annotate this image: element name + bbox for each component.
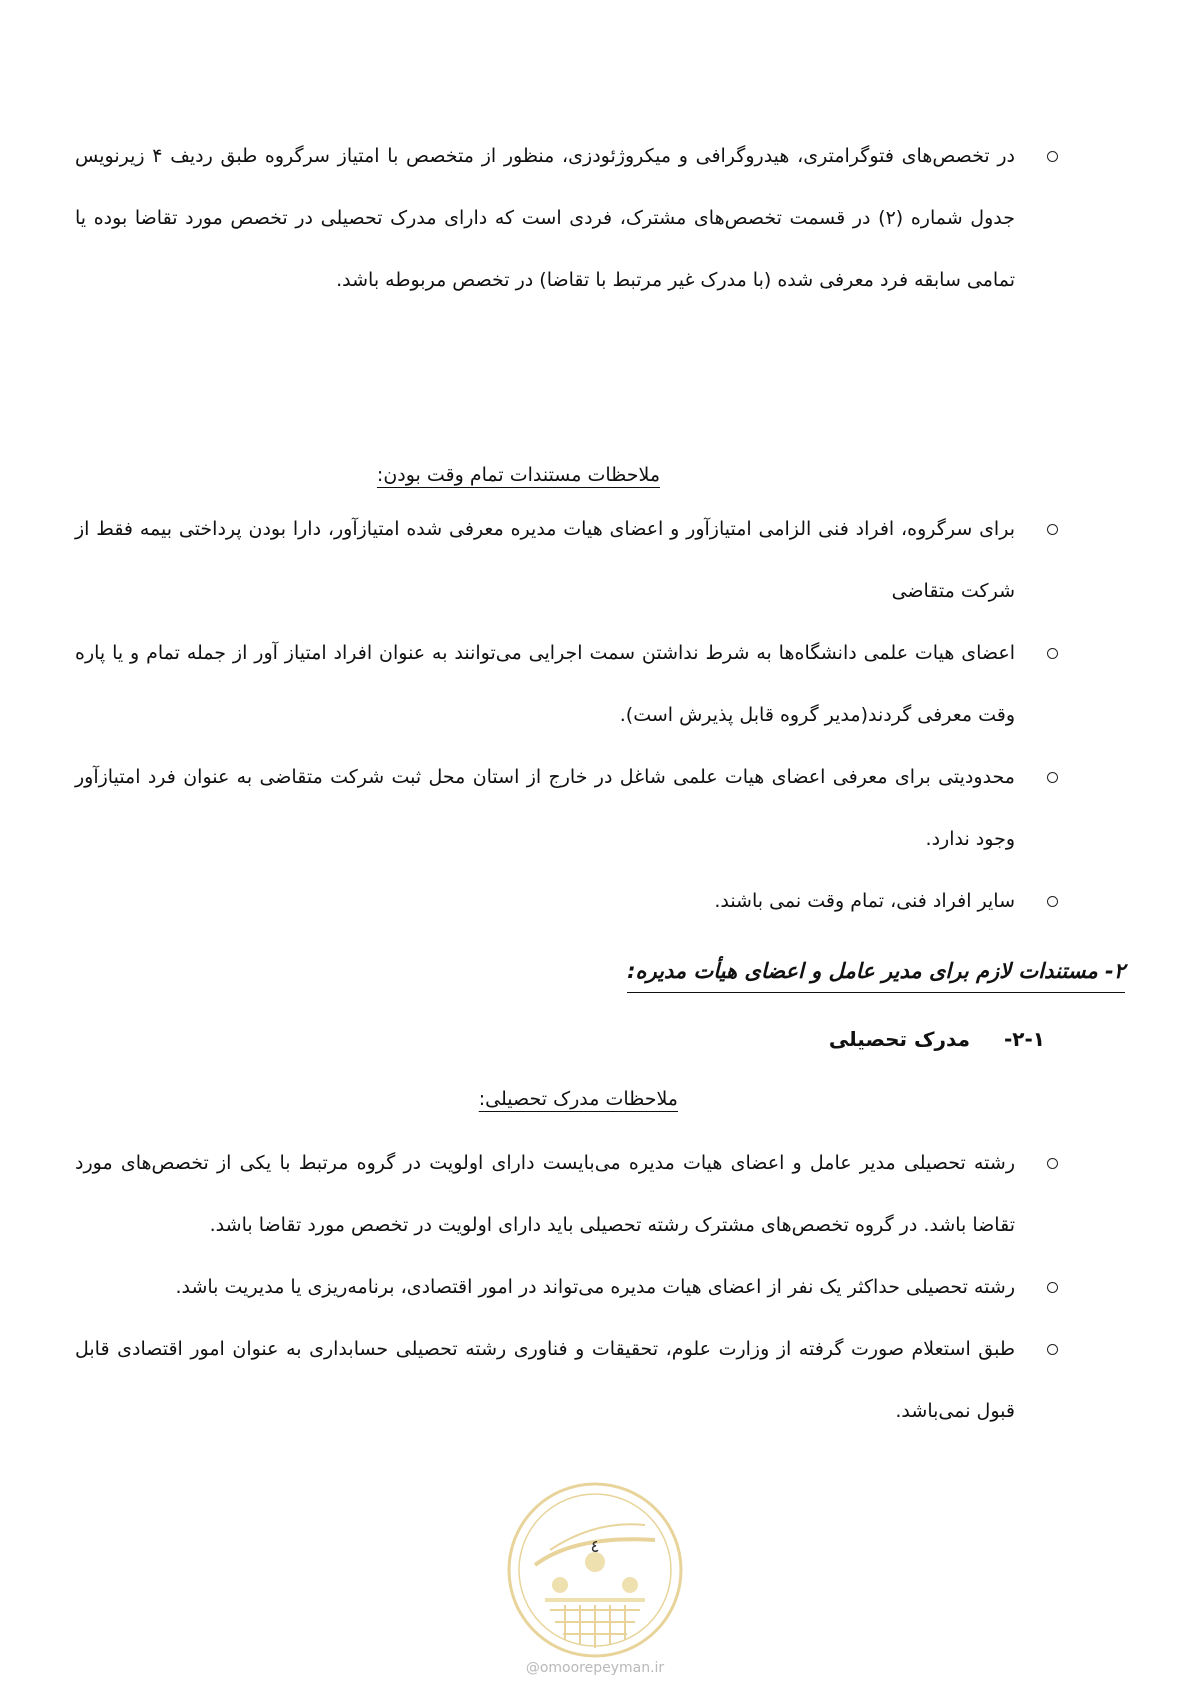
education-bullet-item	[75, 1256, 1060, 1318]
education-heading: ملاحظات مدرک تحصیلی:	[478, 1088, 678, 1110]
hollow-circle-bullet-icon	[1045, 622, 1060, 684]
hollow-circle-bullet-icon	[1045, 746, 1060, 808]
hollow-circle-bullet-icon	[1045, 1256, 1060, 1318]
hollow-circle-bullet-icon	[1045, 498, 1060, 560]
education-item-text: رشته تحصیلی مدیر عامل و اعضای هیات مدیره می‌بایست دارای اولویت در گروه مرتبط با یکی از تخصص‌های مورد تقاضا باشد. در گروه تخصص‌های مشترک رشته تحصیلی باید دارای اولویت در تخصص مورد تقاضا باشد.	[75, 1152, 1015, 1236]
education-bullet-item	[75, 1318, 1060, 1442]
fulltime-bullet-item	[75, 622, 1060, 746]
fulltime-item-text: محدودیتی برای معرفی اعضای هیات علمی شاغل در خارج از استان محل ثبت شرکت متقاضی به عنوان فرد امتیازآور وجود ندارد.	[75, 766, 1015, 850]
hollow-circle-bullet-icon	[1045, 1132, 1060, 1194]
watermark-url: @omoorepeyman.ir	[525, 1660, 665, 1676]
fulltime-item-text: برای سرگروه، افراد فنی الزامی امتیازآور و اعضای هیات مدیره معرفی شده امتیازآور، دارا بودن پرداختی بیمه فقط از شرکت متقاضی	[75, 518, 1015, 602]
education-item-text: طبق استعلام صورت گرفته از وزارت علوم، تحقیقات و فناوری رشته تحصیلی حسابداری به عنوان امور اقتصادی قابل قبول نمی‌باشد.	[75, 1338, 1015, 1422]
page-number: ٤	[590, 1537, 600, 1557]
omoorepeyman-logo-watermark-icon	[505, 1480, 685, 1660]
subsection-label: مدرک تحصیلی	[828, 1027, 970, 1051]
fulltime-heading: ملاحظات مستندات تمام وقت بودن:	[376, 464, 660, 486]
fulltime-bullet-item	[75, 498, 1060, 622]
intro-text: در تخصص‌های فتوگرامتری، هیدروگرافی و میکروژئودزی، منظور از متخصص با امتیاز سرگروه طبق ردیف ۴ زیرنویس جدول شماره (۲) در قسمت تخصص‌های مشترک، فردی است که دارای مدرک تحصیلی در تخصص مورد تقاضا بوده یا تمامی سابقه فرد معرفی شده (با مدرک غیر مرتبط با تقاضا) در تخصص مربوطه باشد.	[75, 145, 1016, 291]
education-item-text: رشته تحصیلی حداکثر یک نفر از اعضای هیات مدیره می‌تواند در امور اقتصادی، برنامه‌ریزی یا مدیریت باشد.	[175, 1276, 1015, 1298]
hollow-circle-bullet-icon	[1045, 1318, 1060, 1380]
section-2-title: ۲- مستندات لازم برای مدیر عامل و اعضای هیأت مدیره:	[627, 954, 1125, 993]
hollow-circle-bullet-icon	[1045, 870, 1060, 932]
subsection-number: ۲-۱-	[1003, 1027, 1045, 1051]
fulltime-bullet-item	[75, 870, 1060, 932]
subsection-2-1-title	[829, 1022, 1045, 1056]
education-bullet-item	[75, 1132, 1060, 1256]
fulltime-item-text: اعضای هیات علمی دانشگاه‌ها به شرط نداشتن سمت اجرایی می‌توانند به عنوان افراد امتیاز آور از جمله تمام و یا پاره وقت معرفی گردند(مدیر گروه قابل پذیرش است).	[75, 642, 1015, 726]
fulltime-bullet-item	[75, 746, 1060, 870]
intro-bullet-item	[75, 125, 1060, 311]
hollow-circle-bullet-icon	[1045, 125, 1060, 187]
fulltime-item-text: سایر افراد فنی، تمام وقت نمی باشند.	[714, 890, 1015, 912]
